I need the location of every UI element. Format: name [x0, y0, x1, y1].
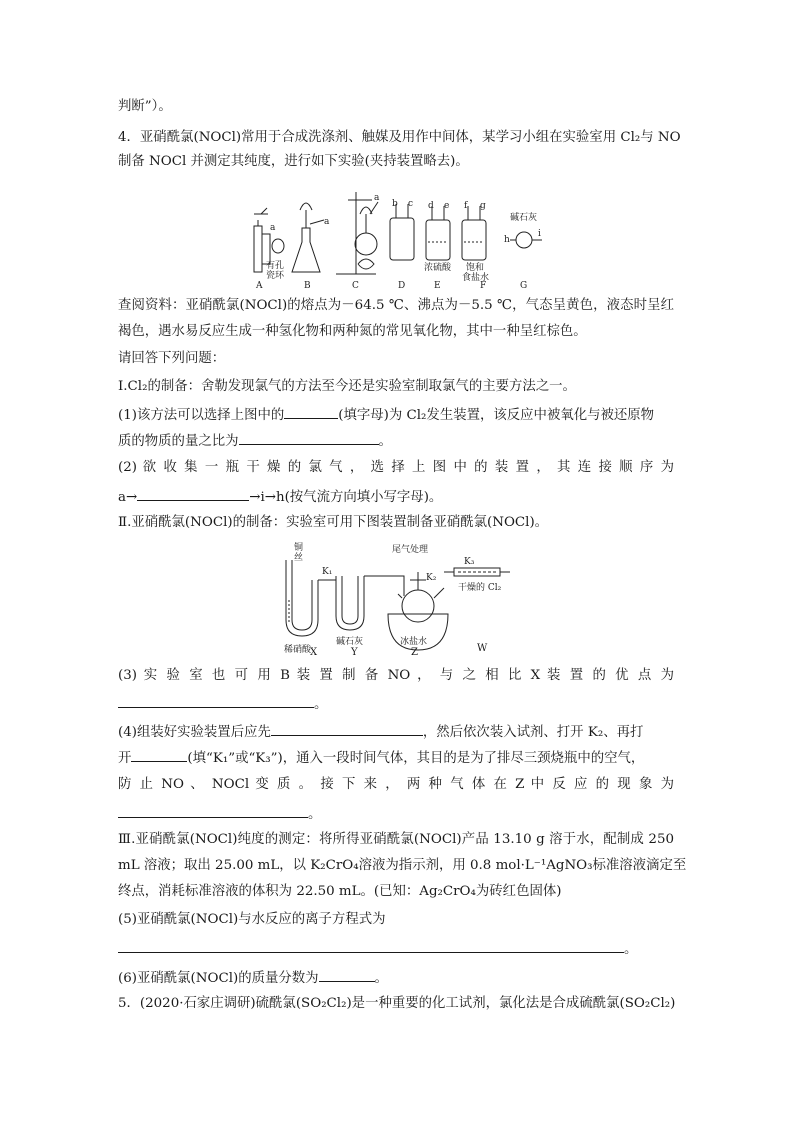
answer-blank[interactable]	[118, 938, 624, 953]
figure-letter-z: Z	[411, 647, 418, 658]
port-label: a	[374, 193, 380, 203]
text-span: 。	[314, 697, 328, 712]
label-porous: 有孔	[266, 261, 285, 271]
figure-letter-w: W	[477, 643, 488, 654]
question-1-cont	[118, 430, 392, 451]
text-span: 开	[118, 751, 132, 766]
question-5: (5)亚硝酰氯(NOCl)与水反应的离子方程式为	[118, 912, 386, 927]
section-i-title: Ⅰ.Cl₂的制备：舍勒发现氯气的方法至今还是实验室制取氯气的主要方法之一。	[118, 379, 576, 394]
question-5-cont	[118, 938, 637, 959]
text-line: 判断”）。	[118, 99, 172, 114]
label-dry-cl2: 干燥的 Cl₂	[458, 583, 502, 593]
question-2: (2) 欲 收 集 一 瓶 干 燥 的 氯 气 ， 选 择 上 图 中 的 装 置 ， 其 连 接 顺 序 为	[118, 460, 674, 475]
port-label: b	[392, 199, 398, 209]
section-ii-title: Ⅱ.亚硝酰氯(NOCl)的制备：实验室可用下图装置制备亚硝酰氯(NOCl)。	[118, 515, 549, 530]
port-label: i	[538, 229, 541, 239]
label-brine: 食盐水	[462, 273, 490, 283]
label-ice-salt-water: 冰盐水	[400, 637, 428, 647]
question-3-cont	[118, 693, 327, 714]
reference-info: 查阅资料：亚硝酰氯(NOCl)的熔点为－64.5 ℃、沸点为－5.5 ℃，气态呈黄色，液态时呈红	[118, 298, 674, 313]
answer-blank[interactable]	[118, 693, 314, 708]
text-line: 请回答下列问题：	[118, 351, 226, 366]
section-iii-cont: 终点，消耗标准溶液的体积为 22.50 mL。(已知：Ag₂CrO₄为砖红色固体)	[118, 884, 562, 899]
text-span: →i→h(按气流方向填小写字母)。	[249, 490, 443, 505]
text-span: a→	[118, 490, 138, 505]
apparatus-figure-ag	[248, 184, 548, 290]
question-4	[118, 721, 643, 742]
port-label: h	[504, 235, 510, 245]
question-2-cont	[118, 486, 442, 507]
reference-info: 褐色，遇水易反应生成一种氢化物和两种氮的常见氧化物，其中一种呈红棕色。	[118, 324, 587, 339]
question-4-cont	[118, 747, 644, 768]
question-4-stem: 4．亚硝酰氯(NOCl)常用于合成洗涤剂、触媒及用作中间体，某学习小组在实验室用 Cl₂与 NO	[118, 130, 681, 145]
answer-blank[interactable]	[271, 721, 423, 736]
text-span: 。	[378, 434, 392, 449]
label-dilute-hno3: 稀硝酸	[284, 645, 312, 655]
question-5-stem: 5．(2020·石家庄调研)硫酰氯(SO₂Cl₂)是一种重要的化工试剂，氯化法是合成硫酰氯(SO₂Cl₂)	[118, 996, 676, 1011]
text-span: 。	[624, 942, 638, 957]
apparatus-letter: F	[480, 281, 487, 290]
label-soda-lime: 碱石灰	[336, 637, 364, 647]
text-span: 质的物质的量之比为	[118, 434, 239, 449]
text-span: 。	[374, 971, 388, 986]
valve-label: K₂	[426, 573, 437, 583]
text-span: (1)该方法可以选择上图中的	[118, 408, 285, 423]
apparatus-letter: E	[434, 281, 441, 290]
answer-blank[interactable]	[239, 430, 379, 445]
text-span: (4)组装好实验装置后应先	[118, 725, 271, 740]
section-iii-cont: mL 溶液；取出 25.00 mL，以 K₂CrO₄溶液为指示剂，用 0.8 mol·L⁻¹AgNO₃标准溶液滴定至	[118, 858, 687, 873]
apparatus-letter: B	[304, 281, 311, 290]
question-3: (3) 实 验 室 也 可 用 B 装 置 制 备 NO ， 与 之 相 比 X 装 置 的 优 点 为	[118, 668, 674, 683]
apparatus-letter: A	[256, 281, 263, 290]
label-tail-gas: 尾气处理	[392, 545, 429, 555]
port-label: f	[464, 201, 468, 211]
apparatus-letter: G	[520, 281, 528, 290]
port-label: a	[324, 217, 330, 227]
label-conc-h2so4: 浓硫酸	[424, 263, 452, 273]
apparatus-figure-xyzw	[278, 540, 518, 656]
answer-blank[interactable]	[284, 404, 338, 419]
question-6	[118, 967, 388, 988]
apparatus-letter: C	[352, 281, 359, 290]
question-4-cont	[118, 803, 321, 824]
text-span: (填“K₁”或“K₃”)，通入一段时间气体，其目的是为了排尽三颈烧瓶中的空气，	[187, 751, 645, 766]
valve-label: K₃	[464, 557, 475, 567]
label-copper: 铜	[294, 543, 304, 553]
answer-blank[interactable]	[137, 486, 249, 501]
answer-blank[interactable]	[118, 803, 308, 818]
valve-label: K₁	[322, 567, 333, 577]
port-label: e	[444, 201, 450, 211]
port-label: g	[480, 201, 486, 211]
label-copper: 丝	[294, 553, 304, 563]
answer-blank[interactable]	[131, 747, 187, 762]
question-4-cont: 防 止 NO 、 NOCl 变 质 。 接 下 来 ， 两 种 气 体 在 Z 中 反 应 的 现 象 为	[118, 777, 674, 792]
label-soda-lime: 碱石灰	[510, 213, 538, 223]
label-porcelain: 瓷环	[266, 271, 285, 281]
port-label: c	[408, 199, 414, 209]
port-label: d	[428, 201, 434, 211]
figure-letter-x: X	[310, 647, 318, 658]
text-span: (6)亚硝酰氯(NOCl)的质量分数为	[118, 971, 319, 986]
text-span: ，然后依次装入试剂、打开 K₂、再打	[422, 725, 644, 740]
text-line: 制备 NOCl 并测定其纯度，进行如下实验(夹持装置略去)。	[118, 154, 469, 169]
apparatus-letter: D	[398, 281, 406, 290]
port-label: a	[270, 223, 276, 233]
label-brine: 饱和	[466, 263, 485, 273]
text-span: (填字母)为 Cl₂发生装置，该反应中被氧化与被还原物	[338, 408, 655, 423]
answer-blank[interactable]	[319, 967, 375, 982]
question-1	[118, 404, 654, 425]
figure-letter-y: Y	[351, 647, 358, 658]
section-iii: Ⅲ.亚硝酰氯(NOCl)纯度的测定：将所得亚硝酰氯(NOCl)产品 13.10 g 溶于水，配制成 250	[118, 832, 674, 847]
text-span: 。	[308, 807, 322, 822]
